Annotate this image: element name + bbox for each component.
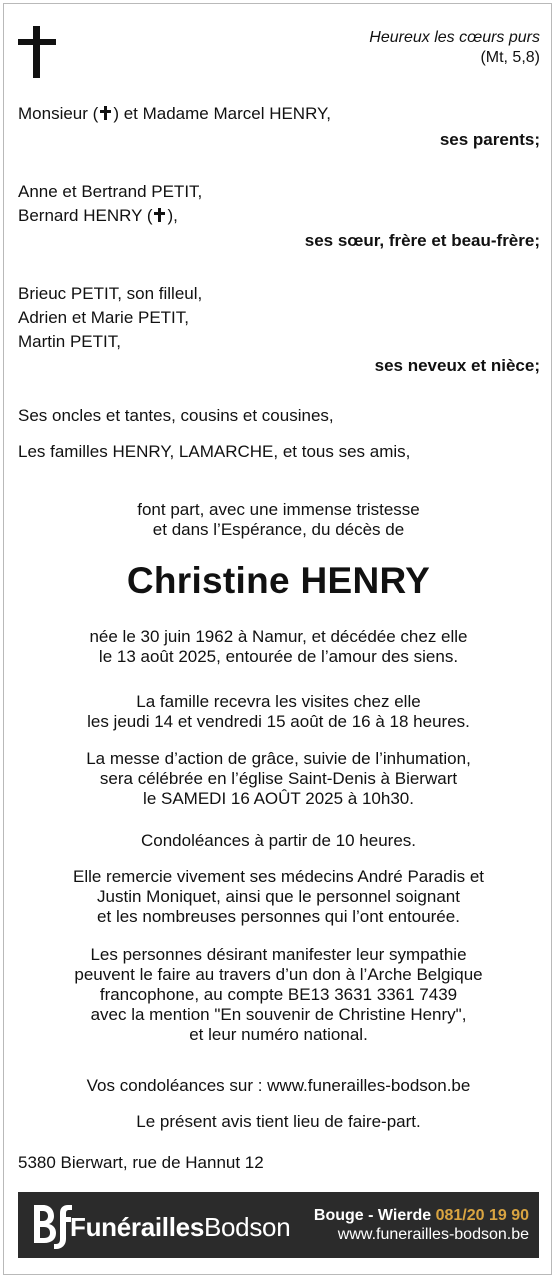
thanks-line-3: et les nombreuses personnes qui l’ont entourée. <box>97 907 460 926</box>
thanks-line-2: Justin Moniquet, ainsi que le personnel soignant <box>97 887 460 906</box>
donation-line-4: avec la mention "En souvenir de Christine Henry", <box>90 1005 467 1024</box>
cross-icon <box>18 26 56 78</box>
nephews-line-2: Adrien et Marie PETIT, <box>18 308 190 327</box>
donation-block <box>0 945 557 1045</box>
brand-name <box>70 1212 290 1242</box>
parents-line <box>18 103 331 124</box>
parents-suffix: ) et Madame Marcel HENRY, <box>113 104 331 123</box>
deceased-name: Christine HENRY <box>126 560 431 601</box>
birth-block <box>0 627 557 667</box>
parents-prefix: Monsieur ( <box>18 104 99 123</box>
funeral-home-banner <box>18 1192 539 1258</box>
donation-line-3: francophone, au compte BE13 3631 3361 7439 <box>99 985 458 1004</box>
mass-line-3: le SAMEDI 16 AOÛT 2025 à 10h30. <box>143 789 414 808</box>
visits-line-1: La famille recevra les visites chez elle <box>136 692 421 711</box>
mass-line-1: La messe d’action de grâce, suivie de l’inhumation, <box>86 749 471 768</box>
siblings-prefix: Bernard HENRY ( <box>18 206 153 225</box>
donation-line-5: et leur numéro national. <box>189 1025 368 1044</box>
nephews-relation: ses neveux et nièce; <box>374 356 540 375</box>
locations: Bouge - Wierde <box>313 1207 432 1224</box>
small-cross-icon <box>154 208 165 222</box>
intro-block <box>0 500 557 540</box>
bf-logo-icon <box>30 1199 74 1251</box>
address: 5380 Bierwart, rue de Hannut 12 <box>18 1153 264 1172</box>
visits-line-2: les jeudi 14 et vendredi 15 août de 16 à 18 heures. <box>87 712 470 731</box>
donation-line-1: Les personnes désirant manifester leur sympathie <box>90 945 467 964</box>
thanks-line-1: Elle remercie vivement ses médecins André Paradis et <box>72 867 484 886</box>
others-line-1: Ses oncles et tantes, cousins et cousines, <box>18 406 334 425</box>
intro-line-1: font part, avec une immense tristesse <box>137 500 420 519</box>
phone-number[interactable]: 081/20 19 90 <box>435 1207 529 1224</box>
mass-block <box>0 721 557 809</box>
siblings-suffix: ), <box>167 206 178 225</box>
donation-line-2: peuvent le faire au travers d’un don à l’Arche Belgique <box>74 965 483 984</box>
condolences-time: Condoléances à partir de 10 heures. <box>140 831 416 850</box>
website-link[interactable]: www.funerailles-bodson.be <box>337 1226 529 1243</box>
siblings-line-2 <box>18 205 178 226</box>
siblings-line-1: Anne et Bertrand PETIT, <box>18 182 203 201</box>
contact-info <box>314 1206 529 1245</box>
mass-line-2: sera célébrée en l’église Saint-Denis à Bierwart <box>99 769 458 788</box>
brand-part-2: Bodson <box>203 1212 291 1242</box>
brand-part-1: Funérailles <box>70 1212 204 1242</box>
locations-phone <box>314 1206 529 1225</box>
online-condolences: Vos condoléances sur : www.funerailles-bodson.be <box>86 1076 471 1095</box>
quote-reference: (Mt, 5,8) <box>480 49 540 66</box>
birth-line-2: le 13 août 2025, entourée de l’amour des siens. <box>98 647 459 666</box>
siblings-relation: ses sœur, frère et beau-frère; <box>304 231 540 250</box>
quote-text: Heureux les cœurs purs <box>369 29 540 46</box>
nephews-line-1: Brieuc PETIT, son filleul, <box>18 284 203 303</box>
scripture-quote <box>369 28 540 68</box>
intro-line-2: et dans l’Espérance, du décès de <box>152 520 405 539</box>
thanks-block <box>0 867 557 927</box>
others-line-2: Les familles HENRY, LAMARCHE, et tous ses amis, <box>18 442 411 461</box>
notice-statement: Le présent avis tient lieu de faire-part. <box>136 1112 421 1131</box>
nephews-line-3: Martin PETIT, <box>18 332 121 351</box>
parents-relation: ses parents; <box>439 130 540 149</box>
small-cross-icon <box>100 106 111 120</box>
birth-line-1: née le 30 juin 1962 à Namur, et décédée chez elle <box>89 627 468 646</box>
